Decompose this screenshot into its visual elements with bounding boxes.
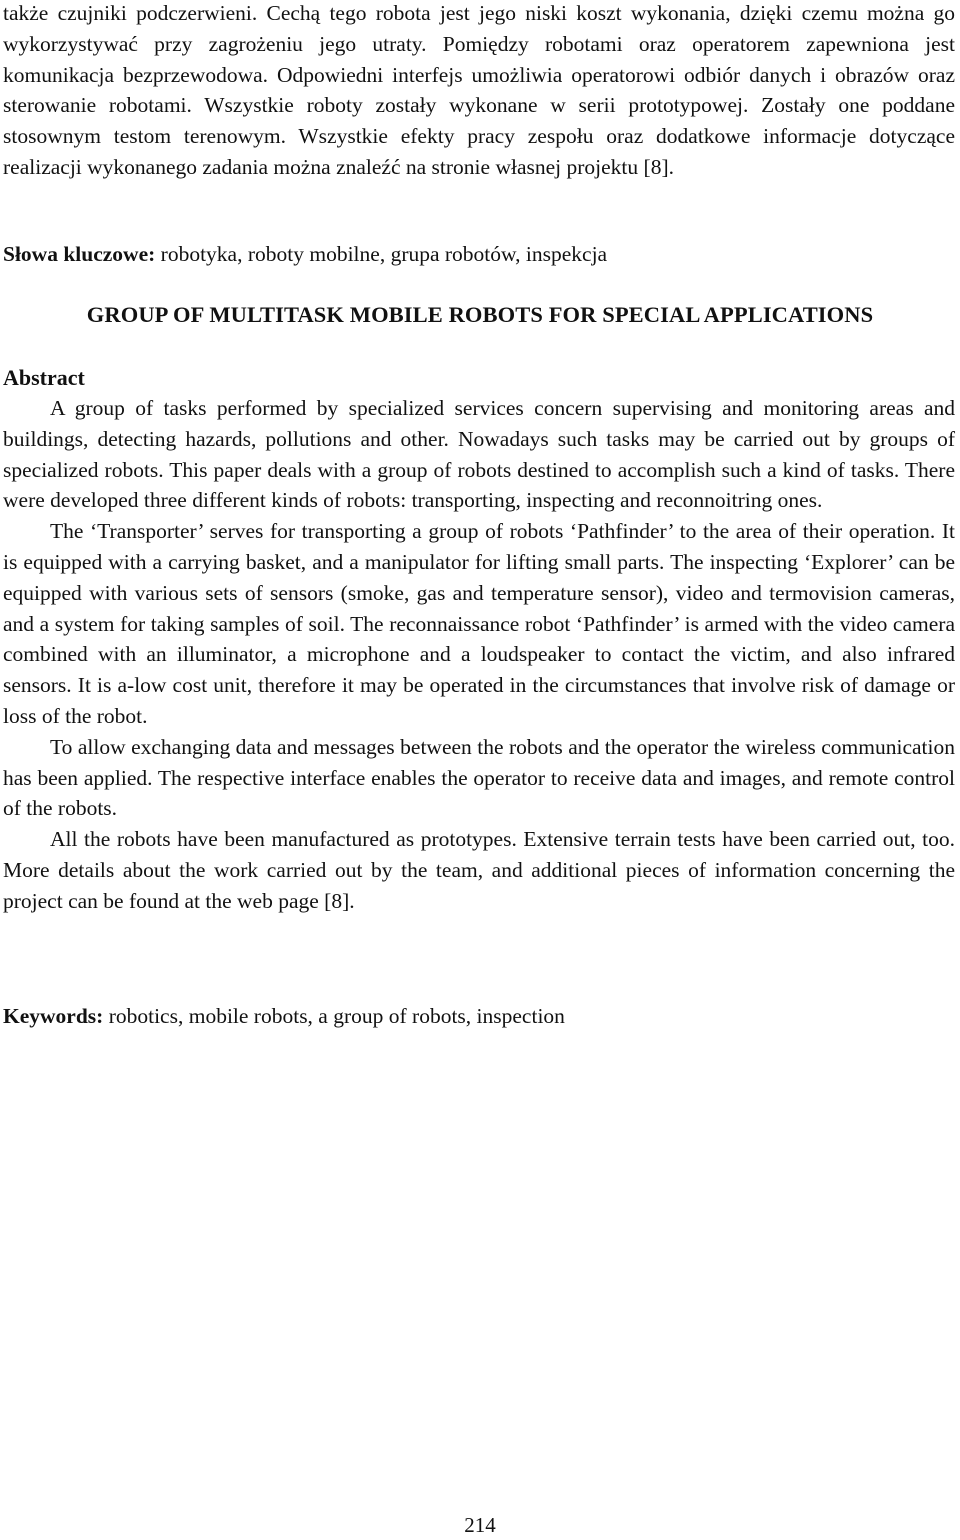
- polish-keywords: [3, 239, 955, 270]
- polish-keywords-text: robotyka, roboty mobilne, grupa robotów, inspekcja: [155, 242, 608, 266]
- english-keywords-text: robotics, mobile robots, a group of robots, inspection: [103, 1004, 565, 1028]
- abstract-paragraph: The ‘Transporter’ serves for transporting a group of robots ‘Pathfinder’ to the area of their operation. It is equipped with a carrying basket, and a manipulator for lifting small parts. The inspecting ‘Explorer’ can be equipped with various sets of sensors (smoke, gas and temperature sensor), video and termovision cameras, and a system for taking samples of soil. The reconnaissance robot ‘Pathfinder’ is armed with the video camera combined with an illuminator, a microphone and a loudspeaker to contact the victim, and also infrared sensors. It is a-low cost unit, therefore it may be operated in the circumstances that involve risk of damage or loss of the robot.: [3, 519, 955, 728]
- polish-paragraph: także czujniki podczerwieni. Cechą tego robota jest jego niski koszt wykonania, dzięki czemu można go wykorzystywać przy zagrożeniu jego utraty. Pomiędzy robotami oraz operatorem zapewniona jest komunikacja bezprzewodowa. Odpowiedni interfejs umożliwia operatorowi odbiór danych i obrazów oraz sterowanie robotami. Wszystkie roboty zostały wykonane w serii prototypowej. Zostały one poddane stosownym testom terenowym. Wszystkie efekty pracy zespołu oraz dodatkowe informacje dotyczące realizacji wykonanego zadania można znaleźć na stronie własnej projektu [8].: [3, 1, 955, 179]
- abstract-paragraph: All the robots have been manufactured as prototypes. Extensive terrain tests have been carried out, too. More details about the work carried out by the team, and additional pieces of information concerning the project can be found at the web page [8].: [3, 827, 955, 913]
- abstract-paragraph: A group of tasks performed by specialized services concern supervising and monitoring areas and buildings, detecting hazards, pollutions and other. Nowadays such tasks may be carried out by groups of specialized robots. This paper deals with a group of robots destined to accomplish such a kind of tasks. There were developed three different kinds of robots: transporting, inspecting and reconnoitring ones.: [3, 396, 955, 513]
- english-title: GROUP OF MULTITASK MOBILE ROBOTS FOR SPECIAL APPLICATIONS: [86, 302, 874, 327]
- polish-keywords-label: Słowa kluczowe:: [3, 242, 156, 266]
- page-number: 214: [464, 1513, 496, 1537]
- english-keywords: [3, 1001, 955, 1032]
- abstract-body: [3, 393, 955, 917]
- english-keywords-label: Keywords:: [3, 1004, 104, 1028]
- abstract-heading: Abstract: [3, 365, 85, 390]
- abstract-paragraph: To allow exchanging data and messages between the robots and the operator the wireless communication has been applied. The respective interface enables the operator to receive data and images, and remote control of the robots.: [3, 734, 955, 821]
